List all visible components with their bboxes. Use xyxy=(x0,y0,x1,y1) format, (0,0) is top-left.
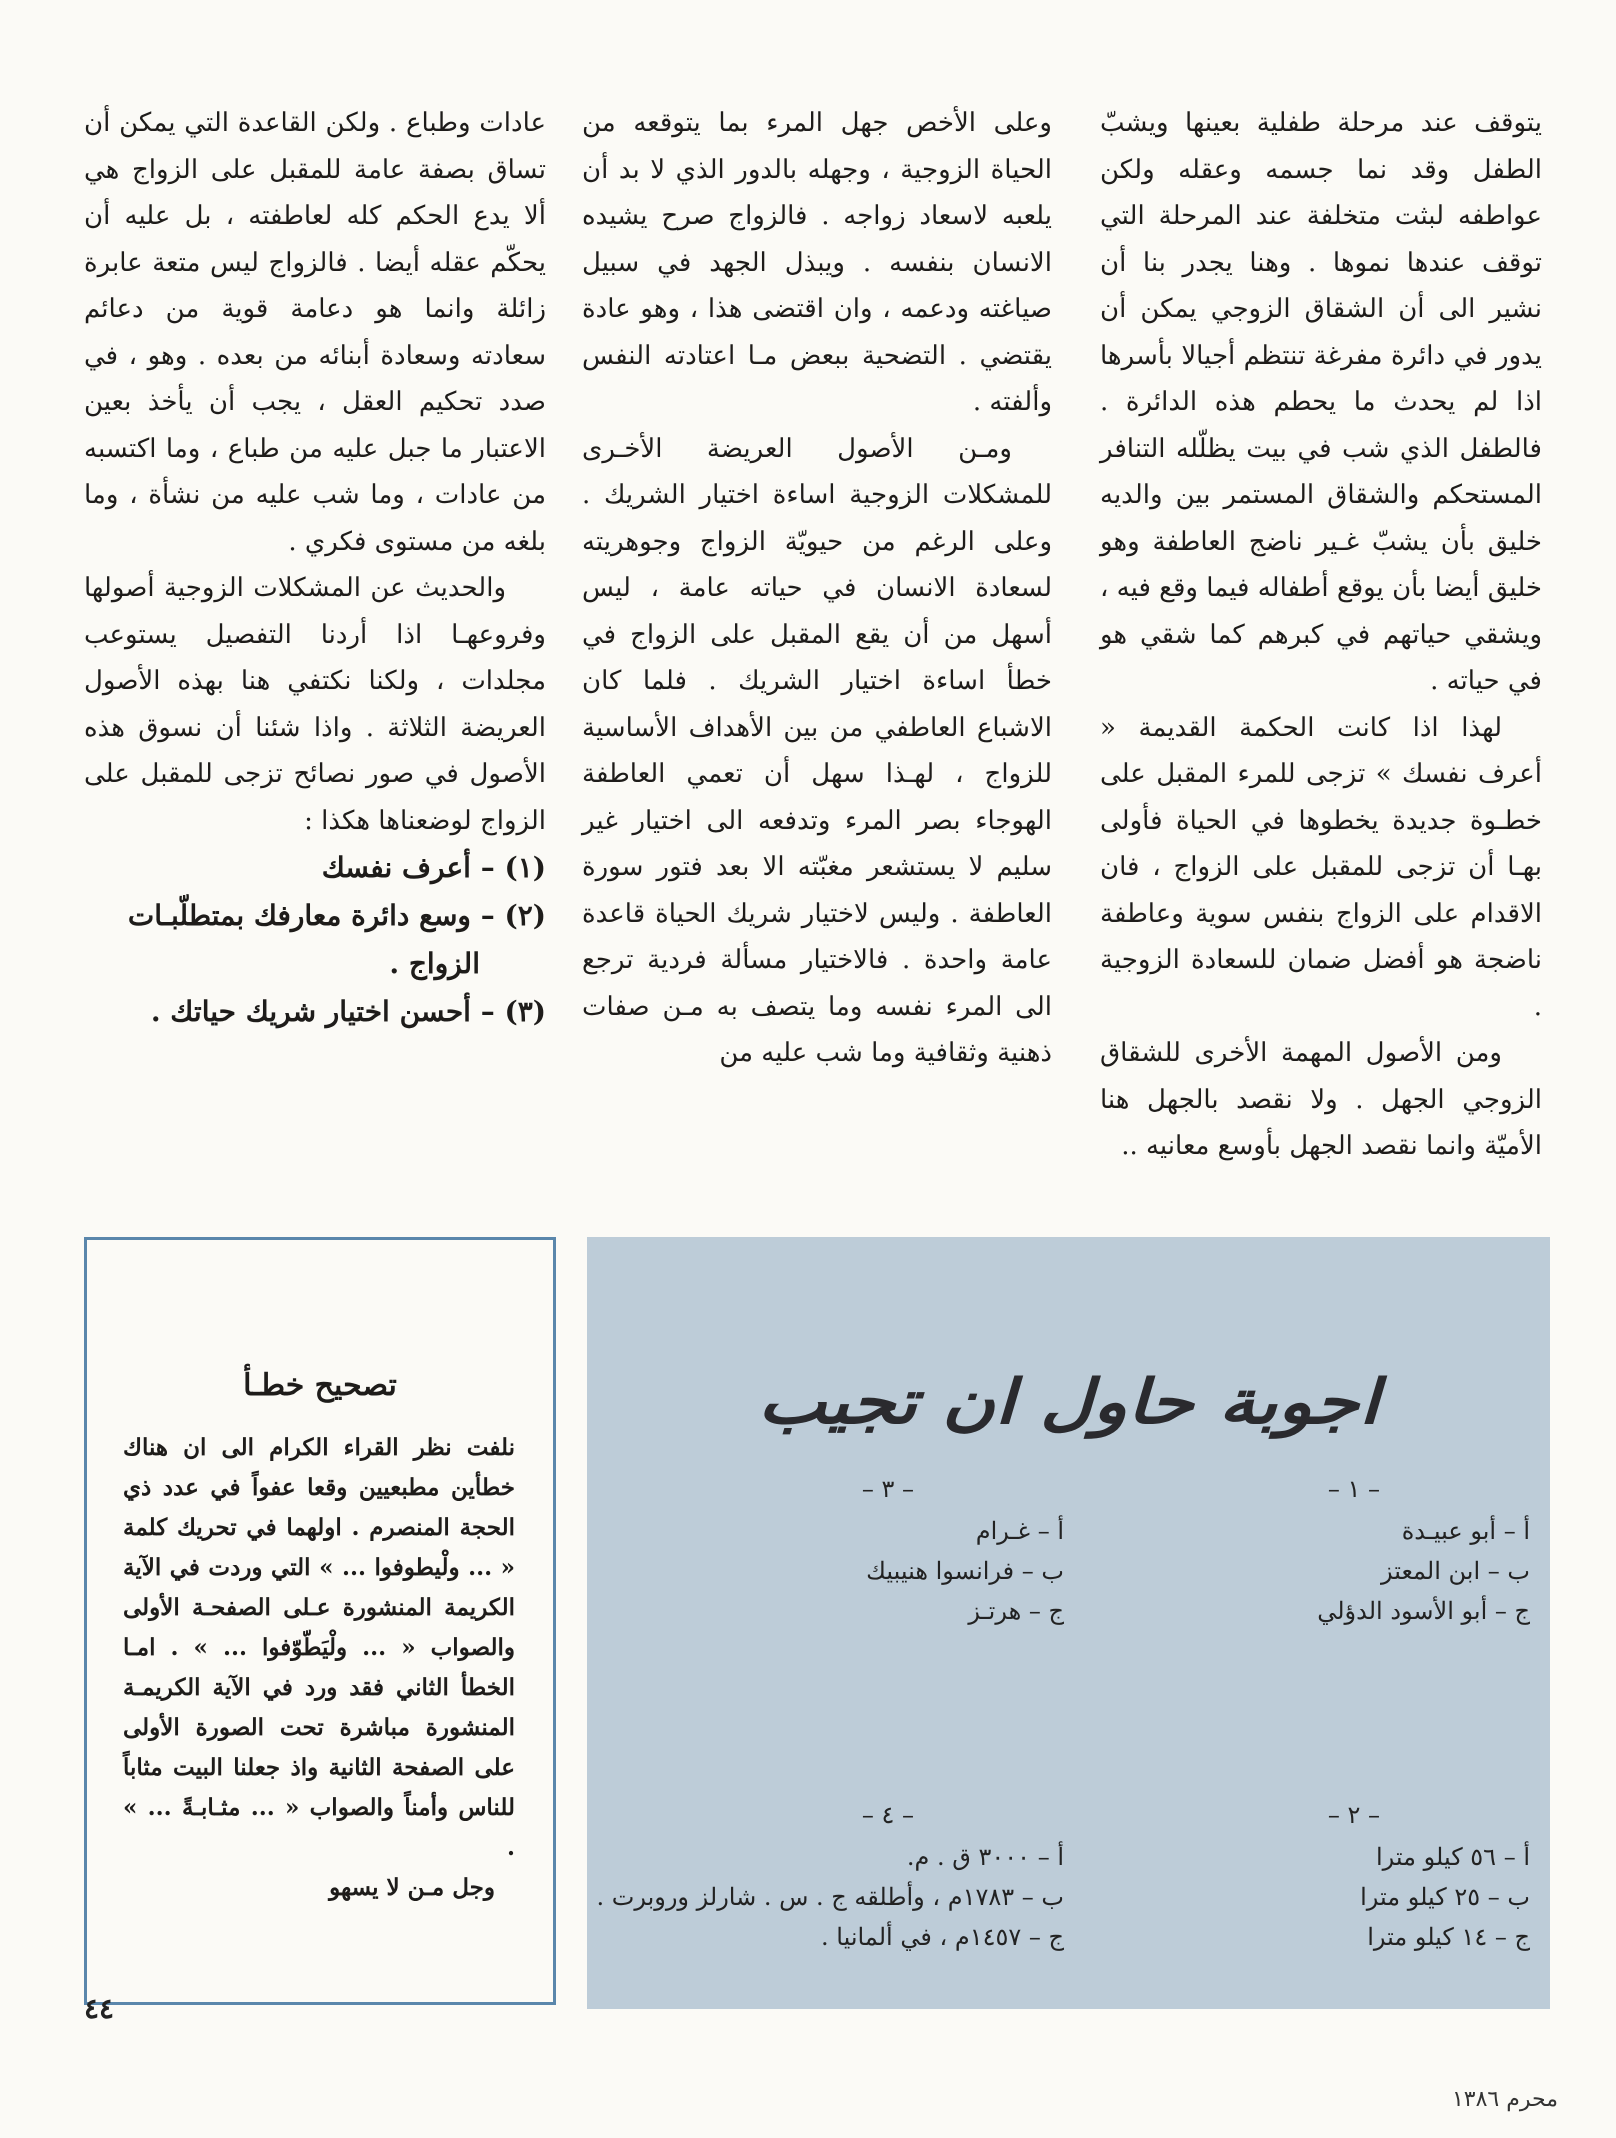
quiz-answer-block xyxy=(1317,1469,1530,1631)
quiz-answer-block xyxy=(596,1795,1064,1957)
article-column-right xyxy=(1100,100,1542,1170)
paragraph: يتوقف عند مرحلة طفلية بعينها ويشبّ الطفل وقد نما جسمه وعقله ولكن عواطفه لبثت متخلفة عند المرحلة التي توقف عندها نموها . وهنا يجدر بنا أن نشير الى أن الشقاق الزوجي يمكن أن يدور في دائرة مفرغة تنتظم أجيالا بأسرها اذا لم يحدث ما يحطم هذه الدائرة . فالطفل الذي شب في بيت يظلّله التنافر المستحكم والشقاق المستمر بين والديه خليق بأن يشبّ غـير ناضج العاطفة وهو خليق أيضا بأن يوقع أطفاله فيما وقع فيه ، ويشقي حياتهم في كبرهم كما شقي هو في حياته . xyxy=(1100,108,1542,696)
correction-signoff: وجل مـن لا يسهو xyxy=(329,1874,495,1901)
advice-text: وسع دائرة معارفك بمتطلّبـات xyxy=(127,899,471,932)
correction-body xyxy=(123,1428,515,1908)
correction-notice-box xyxy=(84,1237,556,2005)
paragraph: وعلى الأخص جهل المرء بما يتوقعه من الحياة الزوجية ، وجهله بالدور الذي لا بد أن يلعبه لاسعاد زواجه . فالزواج صرح يشيده الانسان بنفسه . ويبذل الجهد في سبيل صياغته ودعمه ، وان اقتضى هذا ، وهو عادة يقتضي . التضحية ببعض مـا اعتادته النفس وألفته . xyxy=(582,108,1052,417)
advice-text: أعرف نفسك xyxy=(321,851,471,884)
page-number: ٤٤ xyxy=(84,1992,115,2025)
advice-number: (٢) – xyxy=(480,899,546,932)
quiz-answer: أ – ٣٠٠٠ ق . م. xyxy=(906,1843,1064,1871)
paragraph: ومن الأصول المهمة الأخرى للشقاق الزوجي الجهل . ولا نقصد بالجهل هنا الأميّة وانما نقصد الجهل بأوسع معانيه .. xyxy=(1100,1038,1542,1161)
quiz-answer: ج – ١٤٥٧م ، في ألمانيا . xyxy=(821,1923,1064,1951)
quiz-answer: أ – أبو عبيـدة xyxy=(1401,1517,1530,1545)
correction-title: تصحيح خطـأ xyxy=(243,1368,397,1403)
quiz-answers-panel xyxy=(587,1237,1550,2009)
advice-item xyxy=(84,892,546,988)
advice-text: أحسن اختيار شريك حياتك . xyxy=(150,995,471,1028)
quiz-answer: أ – غـرام xyxy=(975,1517,1064,1545)
paragraph: والحديث عن المشكلات الزوجية أصولها وفروعهـا اذا أردنا التفصيل يستوعب مجلدات ، ولكنا نكتفي هنا بهذه الأصول العريضة الثلاثة . واذا شئنا أن نسوق هذه الأصول في صور نصائح تزجى للمقبل على الزواج لوضعناها هكذا : xyxy=(84,573,546,836)
advice-number: (٣) – xyxy=(480,995,546,1028)
article-column-left xyxy=(84,100,546,1036)
paragraph: عادات وطباع . ولكن القاعدة التي يمكن أن تساق بصفة عامة للمقبل على الزواج هي ألا يدع الحكم كله لعاطفته ، بل عليه أن يحكّم عقله أيضا . فالزواج ليس متعة عابرة زائلة وانما هو دعامة قوية من دعائم سعادته وسعادة أبنائه من بعده . وهو ، في صدد تحكيم العقل ، يجب أن يأخذ بعين الاعتبار ما جبل عليه من طباع ، وما اكتسبه من عادات ، وما شب عليه من نشأة ، وما بلغه من مستوى فكري . xyxy=(84,108,546,557)
article-column-middle xyxy=(582,100,1052,1077)
quiz-answer: ب – فرانسوا هنيبيك xyxy=(866,1557,1064,1585)
quiz-answer: ج – أبو الأسود الدؤلي xyxy=(1317,1597,1530,1625)
paragraph: لهذا اذا كانت الحكمة القديمة « أعرف نفسك » تزجى للمرء المقبل على خطـوة جديدة يخطوها في الحياة فأولى بهـا أن تزجى للمقبل على الزواج ، فان الاقدام على الزواج بنفس سوية وعاطفة ناضجة هو أفضل ضمان للسعادة الزوجية . xyxy=(1100,712,1542,1022)
advice-number: (١) – xyxy=(480,851,546,884)
quiz-answer: ج – هرتـز xyxy=(968,1597,1064,1625)
quiz-question-number: – ١ – xyxy=(1327,1475,1380,1503)
advice-item xyxy=(84,988,546,1036)
quiz-answer: ب – ١٧٨٣م ، وأطلقه ج . س . شارلز وروبرت . xyxy=(596,1883,1064,1911)
quiz-answer: ج – ١٤ كيلو مترا xyxy=(1367,1923,1530,1951)
advice-item xyxy=(84,844,546,892)
correction-text: نلفت نظر القراء الكرام الى ان هناك خطأين مطبعيين وقعا عفواً في عدد ذي الحجة المنصرم . اولهما في تحريك كلمة « ... ولْيطوفوا ... » التي وردت في الآية الكريمة المنشورة عـلى الصفحـة الأولى والصواب « ... ولْيَطّوّفوا ... » . امـا الخطأ الثاني فقد ورد في الآية الكريمـة المنشورة مباشرة تحت الصورة الأولى على الصفحة الثانية واذ جعلنا البيت مثاباً للناس وأمناً والصواب « ... مثـابـةً ... » . xyxy=(123,1434,515,1861)
quiz-answer-block xyxy=(862,1469,1064,1631)
quiz-answer: ب – ابن المعتز xyxy=(1380,1557,1530,1585)
quiz-question-number: – ٤ – xyxy=(861,1801,914,1829)
quiz-answer: ب – ٢٥ كيلو مترا xyxy=(1360,1883,1530,1911)
advice-text-continued: الزواج . xyxy=(389,947,480,980)
issue-date: محرم ١٣٨٦ xyxy=(1451,2087,1558,2112)
quiz-question-number: – ٣ – xyxy=(861,1475,914,1503)
quiz-title: اجوبة حاول ان تجيب xyxy=(758,1365,1379,1438)
quiz-question-number: – ٢ – xyxy=(1327,1801,1380,1829)
paragraph: ومـن الأصول العريضة الأخـرى للمشكلات الزوجية اساءة اختيار الشريك . وعلى الرغم من حيويّة الزواج وجوهريته لسعادة الانسان في حياته عامة ، ليس أسهل من أن يقع المقبل على الزواج في خطأ اساءة اختيار الشريك . فلما كان الاشباع العاطفي من بين الأهداف الأساسية للزواج ، لهـذا سهل أن تعمي العاطفة الهوجاء بصر المرء وتدفعه الى اختيار غير سليم لا يستشعر مغبّته الا بعد فتور سورة العاطفة . وليس لاختيار شريك الحياة قاعدة عامة واحدة . فالاختيار مسألة فردية ترجع الى المرء نفسه وما يتصف به مـن صفات ذهنية وثقافية وما شب عليه من xyxy=(582,433,1052,1068)
quiz-answer-block xyxy=(1328,1795,1530,1957)
quiz-answer: أ – ٥٦ كيلو مترا xyxy=(1376,1843,1530,1871)
